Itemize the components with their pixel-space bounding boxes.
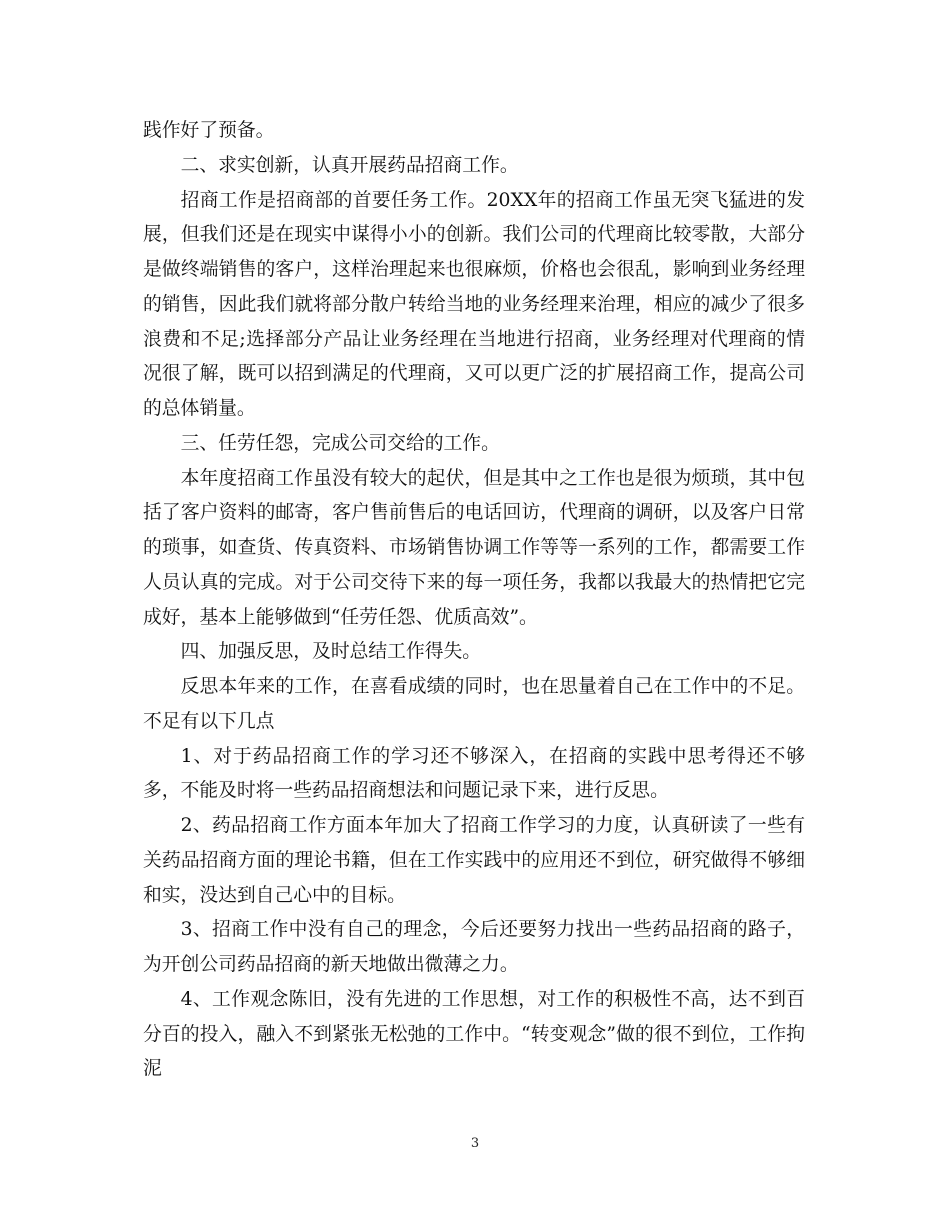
paragraph: 践作好了预备。 (143, 120, 275, 141)
paragraph: 本年度招商工作虽没有较大的起伏，但是其中之工作也是很为烦琐，其中包括了客户资料的邮寄，客户售前售后的电话回访，代理商的调研，以及客户日常的琐事，如查货、传真资料、市场销售协调工作等等一系列的工作，都需要工作人员认真的完成。对于公司交待下来的每一项任务，我都以我最大的热情把它完成好，基本上能够做到“任劳任怨、优质高效”。 (143, 467, 805, 628)
page-number: 3 (470, 1136, 480, 1151)
list-item: 3、招商工作中没有自己的理念，今后还要努力找出一些药品招商的路子，为开创公司药品招商的新天地做出微薄之力。 (143, 919, 805, 975)
section-heading: 四、加强反思，及时总结工作得失。 (180, 641, 482, 663)
list-item: 1、对于药品招商工作的学习还不够深入，在招商的实践中思考得还不够多，不能及时将一些药品招商想法和问题记录下来，进行反思。 (143, 745, 805, 802)
list-item: 2、药品招商工作方面本年加大了招商工作学习的力度，认真研读了一些有关药品招商方面的理论书籍，但在工作实践中的应用还不到位，研究做得不够细和实，没达到自己心中的目标。 (143, 815, 805, 906)
paragraph: 反思本年来的工作，在喜看成绩的同时，也在思量着自己在工作中的不足。不足有以下几点 (143, 676, 805, 732)
section-heading: 二、求实创新，认真开展药品招商工作。 (180, 154, 519, 176)
document-body (143, 114, 805, 1087)
paragraph: 招商工作是招商部的首要任务工作。20XX年的招商工作虽无突飞猛进的发展，但我们还是在现实中谋得小小的创新。我们公司的代理商比较零散，大部分是做终端销售的客户，这样治理起来也很麻烦，价格也会很乱，影响到业务经理的销售，因此我们就将部分散户转给当地的业务经理来治理，相应的减少了很多浪费和不足;选择部分产品让业务经理在当地进行招商，业务经理对代理商的情况很了解，既可以招到满足的代理商，又可以更广泛的扩展招商工作，提高公司的总体销量。 (143, 189, 805, 419)
section-heading: 三、任劳任怨，完成公司交给的工作。 (180, 432, 500, 454)
list-item: 4、工作观念陈旧，没有先进的工作思想，对工作的积极性不高，达不到百分百的投入，融入不到紧张无松弛的工作中。“转变观念”做的很不到位，工作拘泥 (143, 988, 805, 1080)
